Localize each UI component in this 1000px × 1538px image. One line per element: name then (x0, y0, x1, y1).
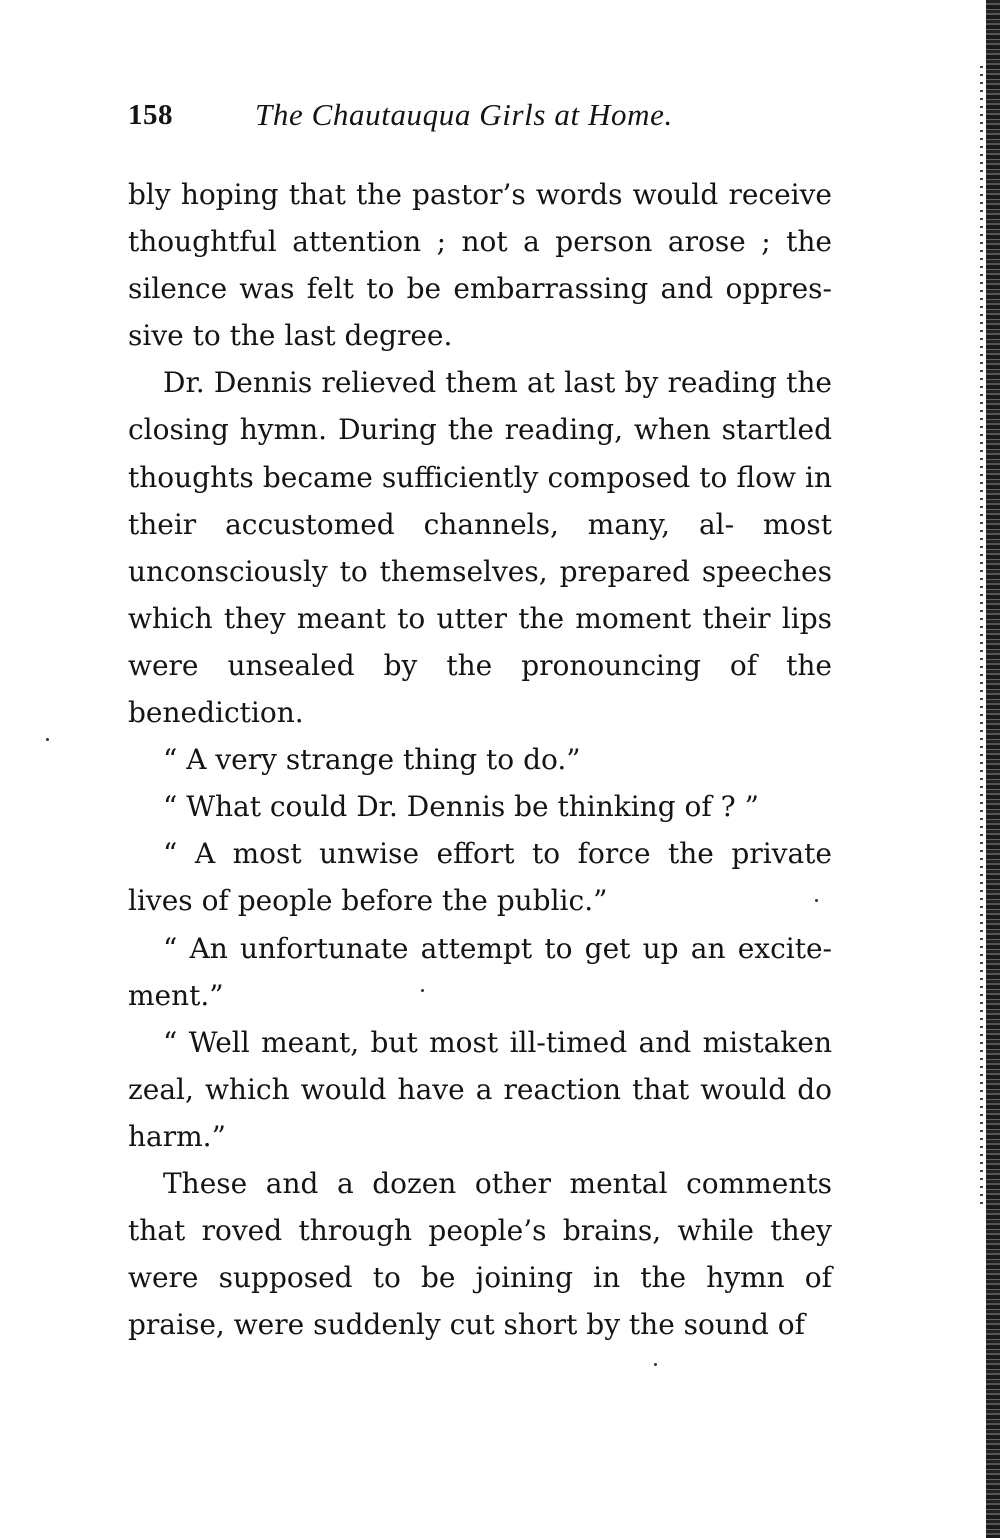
quote-paragraph-4: “ An unfortunate attempt to get up an excite- ment.” (128, 931, 832, 1012)
page-number: 158 (128, 99, 173, 131)
quote-paragraph-5: “ Well meant, but most ill-timed and mistaken zeal, which would have a reaction that would do harm.” (128, 1025, 832, 1153)
paragraph-final: These and a dozen other mental comments that roved through people’s brains, while they were supposed to be joining in the hymn of praise, were suddenly cut short by the sound of (128, 1166, 832, 1342)
running-title: The Chautauqua Girls at Home. (255, 97, 673, 132)
page-edge-shadow (986, 0, 1000, 1538)
body-text (128, 171, 832, 1348)
running-head (128, 92, 828, 138)
paragraph-1: bly hoping that the pastor’s words would receive thoughtful attention ; not a person arose ; the silence was felt to be embarrassing and oppres- sive to the last degree. (128, 178, 832, 353)
quote-paragraph-1: “ A very strange thing to do.” (163, 743, 581, 777)
quote-paragraph-3: “ A most unwise effort to force the private lives of people before the public.” (128, 837, 832, 918)
scan-speck (421, 989, 424, 992)
quote-paragraph-2: “ What could Dr. Dennis be thinking of ? ” (163, 790, 759, 824)
scan-speck (46, 738, 49, 741)
paragraph-2: Dr. Dennis relieved them at last by reading the closing hymn. During the reading, when startled thoughts became sufficiently composed to flow in their accustomed channels, many, al- most unconsciously to themselves, prepared speeches which they meant to utter the moment their lips were unsealed by the pronouncing of the benediction. (128, 366, 832, 730)
scan-speck (654, 1363, 657, 1366)
scan-speck (815, 899, 818, 902)
